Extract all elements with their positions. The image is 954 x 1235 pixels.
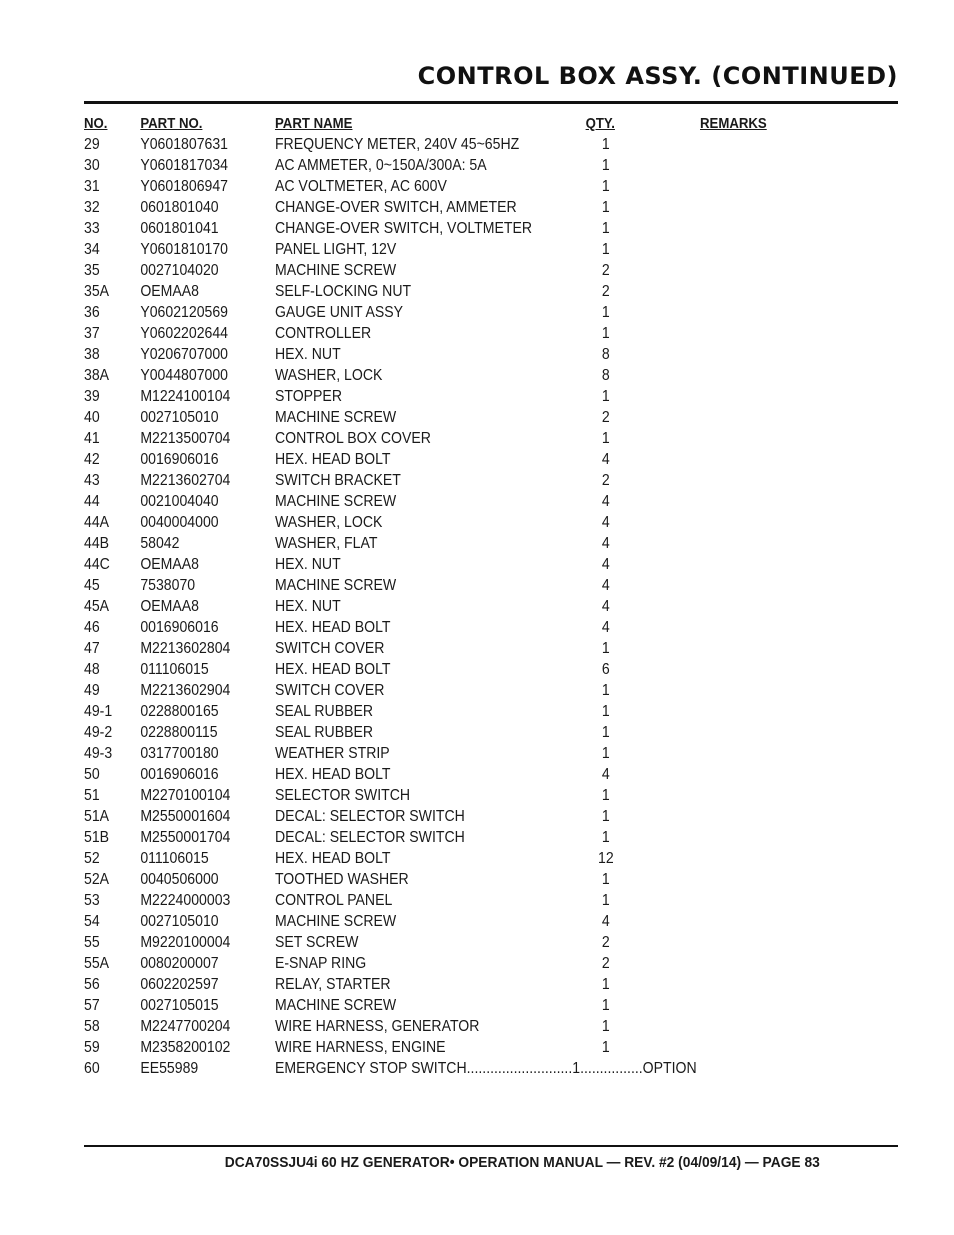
cell-part-name: SELF-LOCKING NUT [274, 283, 412, 300]
cell-part-no: 0016906016 [140, 766, 219, 783]
cell-qty: 1 [601, 199, 610, 216]
cell-no: 44 [84, 493, 100, 510]
cell-qty: 2 [601, 262, 610, 279]
cell-part-no: 0601801040 [140, 199, 219, 216]
cell-qty: 6 [601, 661, 610, 678]
cell-part-no: M2213602804 [140, 640, 231, 657]
cell-part-name: MACHINE SCREW [274, 493, 397, 510]
cell-no: 35 [84, 262, 100, 279]
cell-part-name: SET SCREW [274, 934, 359, 951]
cell-part-name: MACHINE SCREW [274, 262, 397, 279]
cell-part-name: HEX. HEAD BOLT [274, 766, 391, 783]
cell-part-no: 0040506000 [140, 871, 219, 888]
cell-part-name: WASHER, LOCK [274, 514, 383, 531]
cell-part-no: 0228800165 [140, 703, 219, 720]
table-row [84, 785, 800, 806]
cell-qty: 1 [601, 808, 610, 825]
table-row [84, 155, 800, 176]
cell-part-name: FREQUENCY METER, 240V 45~65HZ [274, 136, 520, 153]
cell-part-name: TOOTHED WASHER [274, 871, 409, 888]
cell-no: 55 [84, 934, 100, 951]
cell-qty: 2 [601, 934, 610, 951]
cell-part-name: CHANGE-OVER SWITCH, VOLTMETER [274, 220, 533, 237]
cell-no: 39 [84, 388, 100, 405]
table-row [84, 491, 800, 512]
cell-part-no: 7538070 [140, 577, 196, 594]
cell-part-name: HEX. NUT [274, 598, 341, 615]
cell-no: 42 [84, 451, 100, 468]
table-row [84, 890, 800, 911]
cell-qty: 1 [601, 682, 610, 699]
cell-part-no: M2213602904 [140, 682, 231, 699]
cell-part-no: Y0602202644 [140, 325, 229, 342]
cell-qty: 2 [601, 472, 610, 489]
cell-qty: 12 [598, 850, 614, 867]
cell-qty: 4 [601, 535, 610, 552]
cell-no: 49-1 [84, 703, 113, 720]
page-footer: DCA70SSJU4i 60 HZ GENERATOR• OPERATION MANUAL — REV. #2 (04/09/14) — PAGE 83 [224, 1154, 820, 1171]
cell-part-no: 0027104020 [140, 262, 219, 279]
cell-part-no: M2270100104 [140, 787, 231, 804]
cell-part-no: OEMAA8 [140, 598, 200, 615]
cell-part-name-qty-remarks: EMERGENCY STOP SWITCH...........................1................OPTION [274, 1060, 697, 1077]
table-row [84, 533, 800, 554]
cell-part-no: M2550001604 [140, 808, 231, 825]
cell-part-name: STOPPER [274, 388, 342, 405]
cell-no: 44A [84, 514, 110, 531]
cell-no: 45A [84, 598, 110, 615]
table-row [84, 260, 800, 281]
cell-no: 47 [84, 640, 100, 657]
cell-no: 54 [84, 913, 100, 930]
cell-part-no: 0080200007 [140, 955, 219, 972]
cell-part-name: CONTROL BOX COVER [274, 430, 431, 447]
cell-part-name: HEX. HEAD BOLT [274, 850, 391, 867]
cell-part-no: Y0602120569 [140, 304, 229, 321]
cell-part-name: AC VOLTMETER, AC 600V [274, 178, 447, 195]
cell-no: 45 [84, 577, 100, 594]
cell-no: 33 [84, 220, 100, 237]
cell-qty: 1 [601, 325, 610, 342]
table-row [84, 953, 800, 974]
cell-part-no: 0040004000 [140, 514, 219, 531]
header-qty: QTY. [585, 115, 615, 132]
cell-qty: 2 [601, 409, 610, 426]
cell-part-name: SWITCH COVER [274, 640, 385, 657]
cell-part-name: MACHINE SCREW [274, 577, 397, 594]
cell-no: 59 [84, 1039, 100, 1056]
cell-qty: 1 [601, 976, 610, 993]
table-row [84, 1037, 800, 1058]
cell-no: 38A [84, 367, 110, 384]
cell-qty: 1 [601, 304, 610, 321]
cell-part-no: Y0601807631 [140, 136, 229, 153]
cell-qty: 1 [601, 178, 610, 195]
header-part-no: PART NO. [140, 115, 203, 132]
cell-no: 60 [84, 1060, 100, 1077]
table-row [84, 323, 800, 344]
cell-no: 49-3 [84, 745, 113, 762]
cell-part-no: Y0044807000 [140, 367, 229, 384]
cell-qty: 4 [601, 619, 610, 636]
table-row [84, 1058, 800, 1079]
cell-part-no: M9220100004 [140, 934, 231, 951]
table-row [84, 869, 800, 890]
table-row [84, 344, 800, 365]
cell-qty: 1 [601, 430, 610, 447]
table-row [84, 554, 800, 575]
cell-part-name: HEX. HEAD BOLT [274, 619, 391, 636]
cell-qty: 8 [601, 367, 610, 384]
cell-part-no: 58042 [140, 535, 180, 552]
cell-part-no: 0027105015 [140, 997, 219, 1014]
cell-part-no: 0016906016 [140, 619, 219, 636]
cell-no: 37 [84, 325, 100, 342]
cell-qty: 1 [601, 640, 610, 657]
cell-part-name: CONTROL PANEL [274, 892, 393, 909]
cell-part-name: RELAY, STARTER [274, 976, 391, 993]
cell-part-name: E-SNAP RING [274, 955, 367, 972]
cell-qty: 1 [601, 724, 610, 741]
table-row [84, 806, 800, 827]
cell-part-name: CHANGE-OVER SWITCH, AMMETER [274, 199, 517, 216]
cell-qty: 2 [601, 955, 610, 972]
cell-part-no: M1224100104 [140, 388, 231, 405]
cell-qty: 1 [601, 1018, 610, 1035]
cell-part-no: 0601801041 [140, 220, 219, 237]
cell-part-name: GAUGE UNIT ASSY [274, 304, 404, 321]
cell-part-name: AC AMMETER, 0~150A/300A: 5A [274, 157, 487, 174]
cell-part-name: WIRE HARNESS, GENERATOR [274, 1018, 480, 1035]
table-row [84, 218, 800, 239]
cell-part-name: HEX. NUT [274, 556, 341, 573]
cell-qty: 8 [601, 346, 610, 363]
table-row [84, 974, 800, 995]
cell-part-no: Y0601806947 [140, 178, 229, 195]
cell-no: 51 [84, 787, 100, 804]
table-row [84, 281, 800, 302]
cell-no: 41 [84, 430, 100, 447]
cell-qty: 1 [601, 787, 610, 804]
table-row [84, 449, 800, 470]
table-row [84, 827, 800, 848]
cell-part-name: HEX. HEAD BOLT [274, 661, 391, 678]
cell-qty: 1 [601, 829, 610, 846]
cell-part-name: CONTROLLER [274, 325, 372, 342]
cell-part-name: MACHINE SCREW [274, 409, 397, 426]
cell-qty: 4 [601, 913, 610, 930]
cell-part-no: 0016906016 [140, 451, 219, 468]
cell-part-no: 011106015 [140, 661, 209, 678]
page-title: CONTROL BOX ASSY. (CONTINUED) [417, 62, 898, 90]
cell-no: 56 [84, 976, 100, 993]
cell-qty: 1 [601, 136, 610, 153]
cell-no: 44B [84, 535, 110, 552]
table-header [84, 113, 800, 134]
cell-qty: 1 [601, 703, 610, 720]
cell-no: 53 [84, 892, 100, 909]
cell-part-no: Y0206707000 [140, 346, 229, 363]
cell-qty: 4 [601, 766, 610, 783]
cell-qty: 4 [601, 556, 610, 573]
table-row [84, 596, 800, 617]
table-row [84, 407, 800, 428]
cell-part-no: M2213602704 [140, 472, 231, 489]
cell-no: 58 [84, 1018, 100, 1035]
cell-no: 30 [84, 157, 100, 174]
cell-no: 40 [84, 409, 100, 426]
cell-part-no: Y0601817034 [140, 157, 229, 174]
cell-no: 46 [84, 619, 100, 636]
cell-no: 50 [84, 766, 100, 783]
cell-part-name: HEX. NUT [274, 346, 341, 363]
table-row [84, 239, 800, 260]
cell-no: 51B [84, 829, 110, 846]
cell-part-no: 0228800115 [140, 724, 218, 741]
cell-qty: 4 [601, 514, 610, 531]
cell-qty: 4 [601, 493, 610, 510]
cell-qty: 4 [601, 598, 610, 615]
cell-qty: 1 [601, 1039, 610, 1056]
cell-part-name: PANEL LIGHT, 12V [274, 241, 397, 258]
table-row [84, 638, 800, 659]
table-row [84, 848, 800, 869]
cell-part-no: 011106015 [140, 850, 209, 867]
cell-qty: 1 [601, 220, 610, 237]
cell-qty: 1 [601, 241, 610, 258]
table-row [84, 617, 800, 638]
cell-part-name: MACHINE SCREW [274, 997, 397, 1014]
table-row [84, 386, 800, 407]
cell-qty: 1 [601, 157, 610, 174]
cell-no: 55A [84, 955, 110, 972]
cell-part-no: M2213500704 [140, 430, 231, 447]
table-row [84, 575, 800, 596]
cell-no: 36 [84, 304, 100, 321]
cell-part-no: M2224000003 [140, 892, 231, 909]
cell-part-name: WASHER, LOCK [274, 367, 383, 384]
cell-qty: 2 [601, 283, 610, 300]
cell-qty: 1 [601, 745, 610, 762]
cell-no: 52A [84, 871, 110, 888]
cell-no: 31 [84, 178, 100, 195]
cell-part-no: M2358200102 [140, 1039, 231, 1056]
cell-part-name: HEX. HEAD BOLT [274, 451, 391, 468]
cell-qty: 1 [601, 997, 610, 1014]
cell-qty: 4 [601, 451, 610, 468]
table-row [84, 722, 800, 743]
header-part-name: PART NAME [274, 115, 353, 132]
cell-part-no: EE55989 [140, 1060, 199, 1077]
table-row [84, 197, 800, 218]
cell-no: 51A [84, 808, 110, 825]
table-row [84, 428, 800, 449]
cell-part-no: 0317700180 [140, 745, 219, 762]
cell-part-name: DECAL: SELECTOR SWITCH [274, 808, 465, 825]
table-row [84, 1016, 800, 1037]
cell-part-name: DECAL: SELECTOR SWITCH [274, 829, 465, 846]
table-row [84, 659, 800, 680]
table-row [84, 995, 800, 1016]
cell-no: 57 [84, 997, 100, 1014]
cell-no: 52 [84, 850, 100, 867]
cell-part-name: SELECTOR SWITCH [274, 787, 411, 804]
cell-qty: 4 [601, 577, 610, 594]
cell-no: 44C [84, 556, 110, 573]
cell-part-no: 0602202597 [140, 976, 219, 993]
table-row [84, 680, 800, 701]
cell-no: 38 [84, 346, 100, 363]
cell-part-no: OEMAA8 [140, 556, 200, 573]
cell-part-name: WASHER, FLAT [274, 535, 378, 552]
header-no: NO. [84, 115, 108, 132]
table-row [84, 365, 800, 386]
table-row [84, 302, 800, 323]
cell-qty: 1 [601, 892, 610, 909]
table-body [84, 134, 800, 1058]
cell-part-no: 0021004040 [140, 493, 219, 510]
table-row [84, 176, 800, 197]
cell-part-name: SWITCH COVER [274, 682, 385, 699]
cell-part-no: 0027105010 [140, 409, 219, 426]
table-row [84, 764, 800, 785]
table-row [84, 512, 800, 533]
cell-part-no: M2247700204 [140, 1018, 231, 1035]
cell-no: 49 [84, 682, 100, 699]
cell-part-name: WEATHER STRIP [274, 745, 390, 762]
footer-divider [84, 1145, 898, 1147]
parts-list [84, 113, 800, 1079]
cell-part-name: MACHINE SCREW [274, 913, 397, 930]
cell-part-no: OEMAA8 [140, 283, 200, 300]
cell-part-no: Y0601810170 [140, 241, 229, 258]
table-row [84, 134, 800, 155]
cell-qty: 1 [601, 871, 610, 888]
table-row [84, 911, 800, 932]
table-row [84, 743, 800, 764]
cell-part-name: SEAL RUBBER [274, 724, 374, 741]
cell-no: 49-2 [84, 724, 113, 741]
table-row [84, 470, 800, 491]
cell-part-name: SWITCH BRACKET [274, 472, 401, 489]
cell-part-name: WIRE HARNESS, ENGINE [274, 1039, 446, 1056]
cell-no: 43 [84, 472, 100, 489]
cell-no: 34 [84, 241, 100, 258]
table-row [84, 701, 800, 722]
table-row [84, 932, 800, 953]
cell-part-no: M2550001704 [140, 829, 231, 846]
cell-no: 32 [84, 199, 100, 216]
title-divider [84, 101, 898, 104]
cell-qty: 1 [601, 388, 610, 405]
cell-part-name: SEAL RUBBER [274, 703, 374, 720]
cell-no: 48 [84, 661, 100, 678]
cell-no: 29 [84, 136, 100, 153]
cell-part-no: 0027105010 [140, 913, 219, 930]
header-remarks: REMARKS [700, 115, 767, 132]
cell-no: 35A [84, 283, 110, 300]
